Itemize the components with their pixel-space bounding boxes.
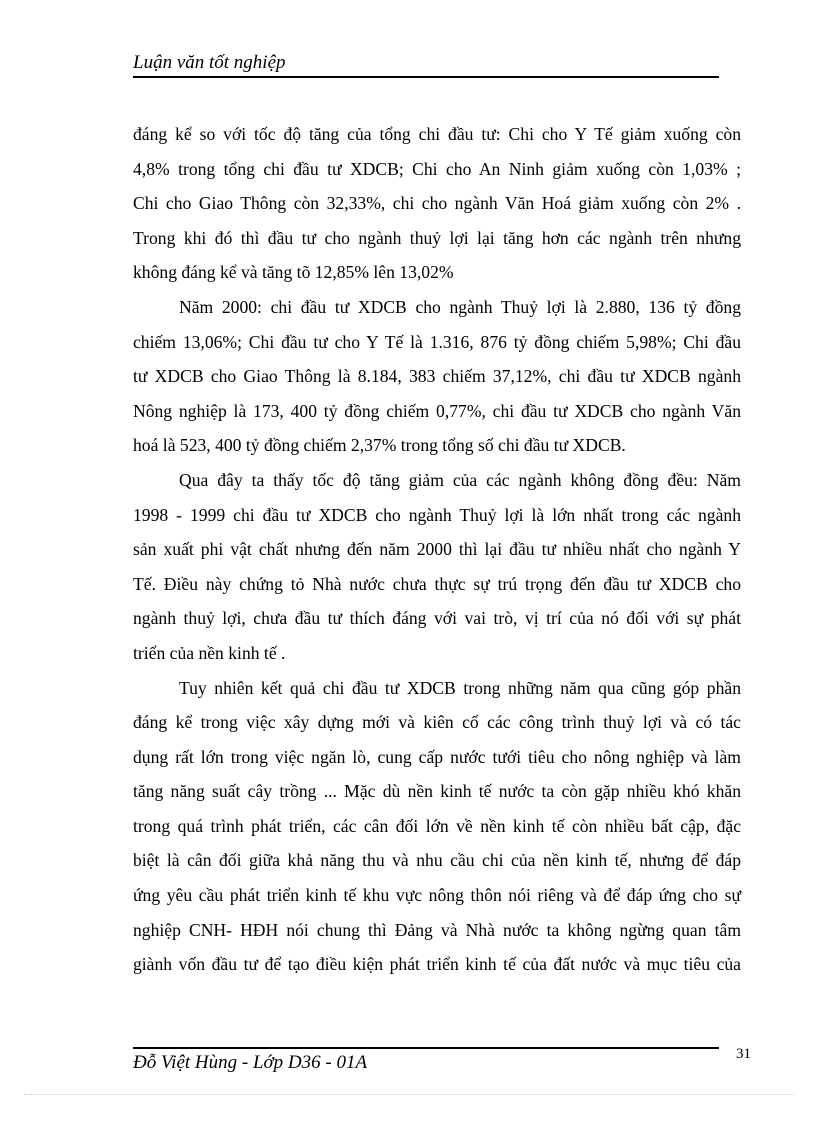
text-line: trong quá trình phát triển, các cân đối lớn về nền kinh tế còn nhiều bất cập, đặc (133, 815, 741, 836)
text-line: 1998 - 1999 chi đầu tư XDCB cho ngành Thuỷ lợi là lớn nhất trong các ngành (133, 504, 741, 525)
paragraph (133, 671, 741, 982)
paragraph (133, 290, 741, 463)
text-line: nghiệp CNH- HĐH nói chung thì Đảng và Nhà nước ta không ngừng quan tâm (133, 919, 741, 940)
footer-rule (133, 1047, 719, 1049)
text-line: Tế. Điều này chứng tỏ Nhà nước chưa thực sự trú trọng đến đầu tư XDCB cho (133, 573, 741, 594)
text-line: dụng rất lớn trong việc ngăn lò, cung cấp nước tưới tiêu cho nông nghiệp và làm (133, 746, 741, 767)
text-line: Năm 2000: chi đầu tư XDCB cho ngành Thuỷ lợi là 2.880, 136 tỷ đồng (179, 296, 741, 317)
text-line: sản xuất phi vật chất nhưng đến năm 2000 thì lại đầu tư nhiều nhất cho ngành Y (133, 539, 741, 560)
text-line: tư XDCB cho Giao Thông là 8.184, 383 chiếm 37,12%, chi đầu tư XDCB ngành (133, 366, 741, 387)
text-line: ứng yêu cầu phát triển kinh tế khu vực nông thôn nói riêng và để đáp ứng cho sự (133, 885, 741, 906)
text-line: ngành thuỷ lợi, chưa đầu tư thích đáng với vai trò, vị trí của nó đối với sự phát (133, 608, 741, 629)
text-line: đáng kể trong việc xây dựng mới và kiên cố các công trình thuỷ lợi và có tác (133, 712, 741, 733)
text-line: hoá là 523, 400 tỷ đồng chiếm 2,37% trong tổng số chi đầu tư XDCB. (133, 435, 626, 456)
text-line: Chi cho Giao Thông còn 32,33%, chi cho ngành Văn Hoá giảm xuống còn 2% . (133, 193, 741, 214)
text-line: biệt là cân đối giữa khả năng thu và nhu cầu chi của nền kinh tế, nhưng để đáp (133, 850, 741, 871)
page-border (24, 1094, 794, 1095)
text-line: giành vốn đầu tư để tạo điều kiện phát triển kinh tế của đất nước và mục tiêu của (133, 954, 741, 975)
text-line: Nông nghiệp là 173, 400 tỷ đồng chiếm 0,77%, chi đầu tư XDCB cho ngành Văn (133, 400, 741, 421)
page-number: 31 (736, 1046, 751, 1062)
paragraph (133, 117, 741, 290)
text-line: Tuy nhiên kết quả chi đầu tư XDCB trong những năm qua cũng góp phần (179, 677, 741, 698)
paragraph (133, 463, 741, 671)
text-line: triển của nền kinh tế . (133, 642, 286, 663)
text-line: không đáng kể và tăng tõ 12,85% lên 13,02% (133, 262, 454, 283)
body-text (133, 117, 741, 982)
text-line: tăng năng suất cây trồng ... Mặc dù nền kinh tế nước ta còn gặp nhiều khó khăn (133, 781, 741, 802)
text-line: Qua đây ta thấy tốc độ tăng giảm của các ngành không đồng đều: Năm (179, 469, 741, 490)
text-line: đáng kể so với tốc độ tăng của tổng chi đầu tư: Chi cho Y Tế giảm xuống còn (133, 124, 741, 144)
text-line: Trong khi đó thì đầu tư cho ngành thuỷ lợi lại tăng hơn các ngành trên nhưng (133, 227, 741, 248)
header-title: Luận văn tốt nghiệp (133, 52, 286, 73)
footer-author: Đỗ Việt Hùng - Lớp D36 - 01A (133, 1052, 368, 1073)
text-line: 4,8% trong tổng chi đầu tư XDCB; Chi cho An Ninh giảm xuống còn 1,03% ; (133, 158, 741, 179)
header-rule (133, 76, 719, 78)
text-line: chiếm 13,06%; Chi đầu tư cho Y Tế là 1.316, 876 tỷ đồng chiếm 5,98%; Chi đầu (133, 331, 741, 352)
